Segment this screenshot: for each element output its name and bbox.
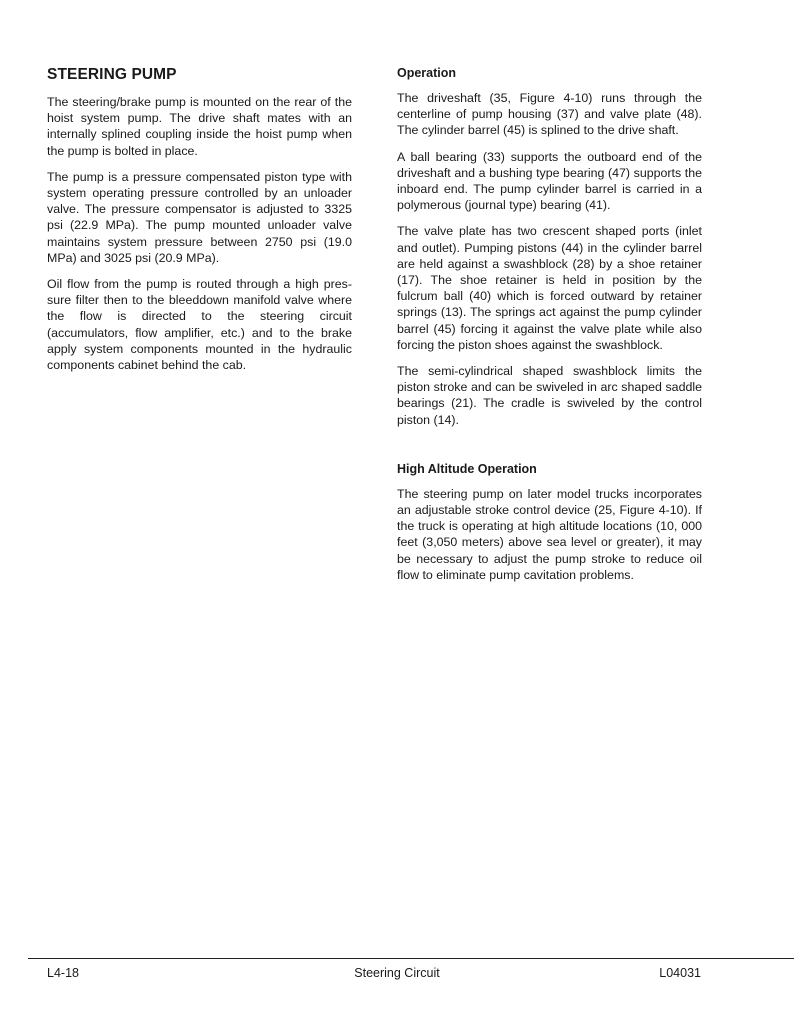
paragraph: The pump is a pressure compensated piston type with system operating pressure controlled by an unloader valve. The pressure compensator is adjusted to 3325 psi (22.9 MPa). The pump mounted unloader valve maintains system pressure between 2750 psi (19.0 MPa) and 3025 psi (20.9 MPa).	[47, 169, 352, 265]
paragraph: Oil flow from the pump is routed through a high pressure filter then to the bleeddown manifold valve where the flow is directed to the steering circuit (accumulators, flow amplifier, etc.) and to the brake apply system components mounted in the hydraulic components cabinet behind the cab.	[47, 277, 352, 373]
subsection-title-operation: Operation	[397, 66, 457, 80]
paragraph: The steering/brake pump is mounted on the rear of the hoist system pump. The drive shaft mates with an internally splined coupling inside the hoist pump when the pump is bolted in place.	[47, 95, 352, 158]
spacer	[397, 438, 702, 462]
footer-page-number: L4-18	[47, 966, 79, 980]
left-column	[47, 66, 352, 383]
paragraph: The valve plate has two crescent shaped ports (inlet and outlet). Pumping pistons (44) in the cylinder barrel are held against a swashblock (28) by a shoe retainer (17). The shoe retainer is held in position by the fulcrum ball (40) which is forced outward by retainer springs (13). The springs act against the pump cylinder barrel (45) forcing it against the valve plate while also forcing the piston shoes against the swashblock.	[397, 224, 702, 352]
right-column	[397, 66, 702, 593]
footer-section-name: Steering Circuit	[354, 966, 440, 980]
subsection-title-high-altitude: High Altitude Operation	[397, 461, 537, 476]
section-title-steering-pump: STEERING PUMP	[47, 66, 177, 83]
paragraph: The semi-cylindrical shaped swashblock limits the piston stroke and can be swiveled in arc shaped saddle bearings (21). The cradle is swiveled by the control piston (14).	[397, 364, 702, 427]
paragraph: The steering pump on later model trucks incorporates an adjustable stroke control device (25, Figure 4-10). If the truck is operating at high altitude locations (10, 000 feet (3,050 meters) above sea level or greater), it may be necessary to adjust the pump stroke to reduce oil flow to eliminate pump cavitation problems.	[397, 486, 702, 582]
footer-divider	[28, 958, 794, 959]
paragraph: A ball bearing (33) supports the outboard end of the driveshaft and a bushing type bearing (47) supports the inboard end. The pump cylinder barrel is carried in a polymerous (journal type) bearing (41).	[397, 149, 702, 213]
paragraph: The driveshaft (35, Figure 4-10) runs through the centerline of pump housing (37) and valve plate (48). The cylinder barrel (45) is splined to the drive shaft.	[397, 91, 702, 138]
footer-doc-code: L04031	[659, 966, 701, 980]
